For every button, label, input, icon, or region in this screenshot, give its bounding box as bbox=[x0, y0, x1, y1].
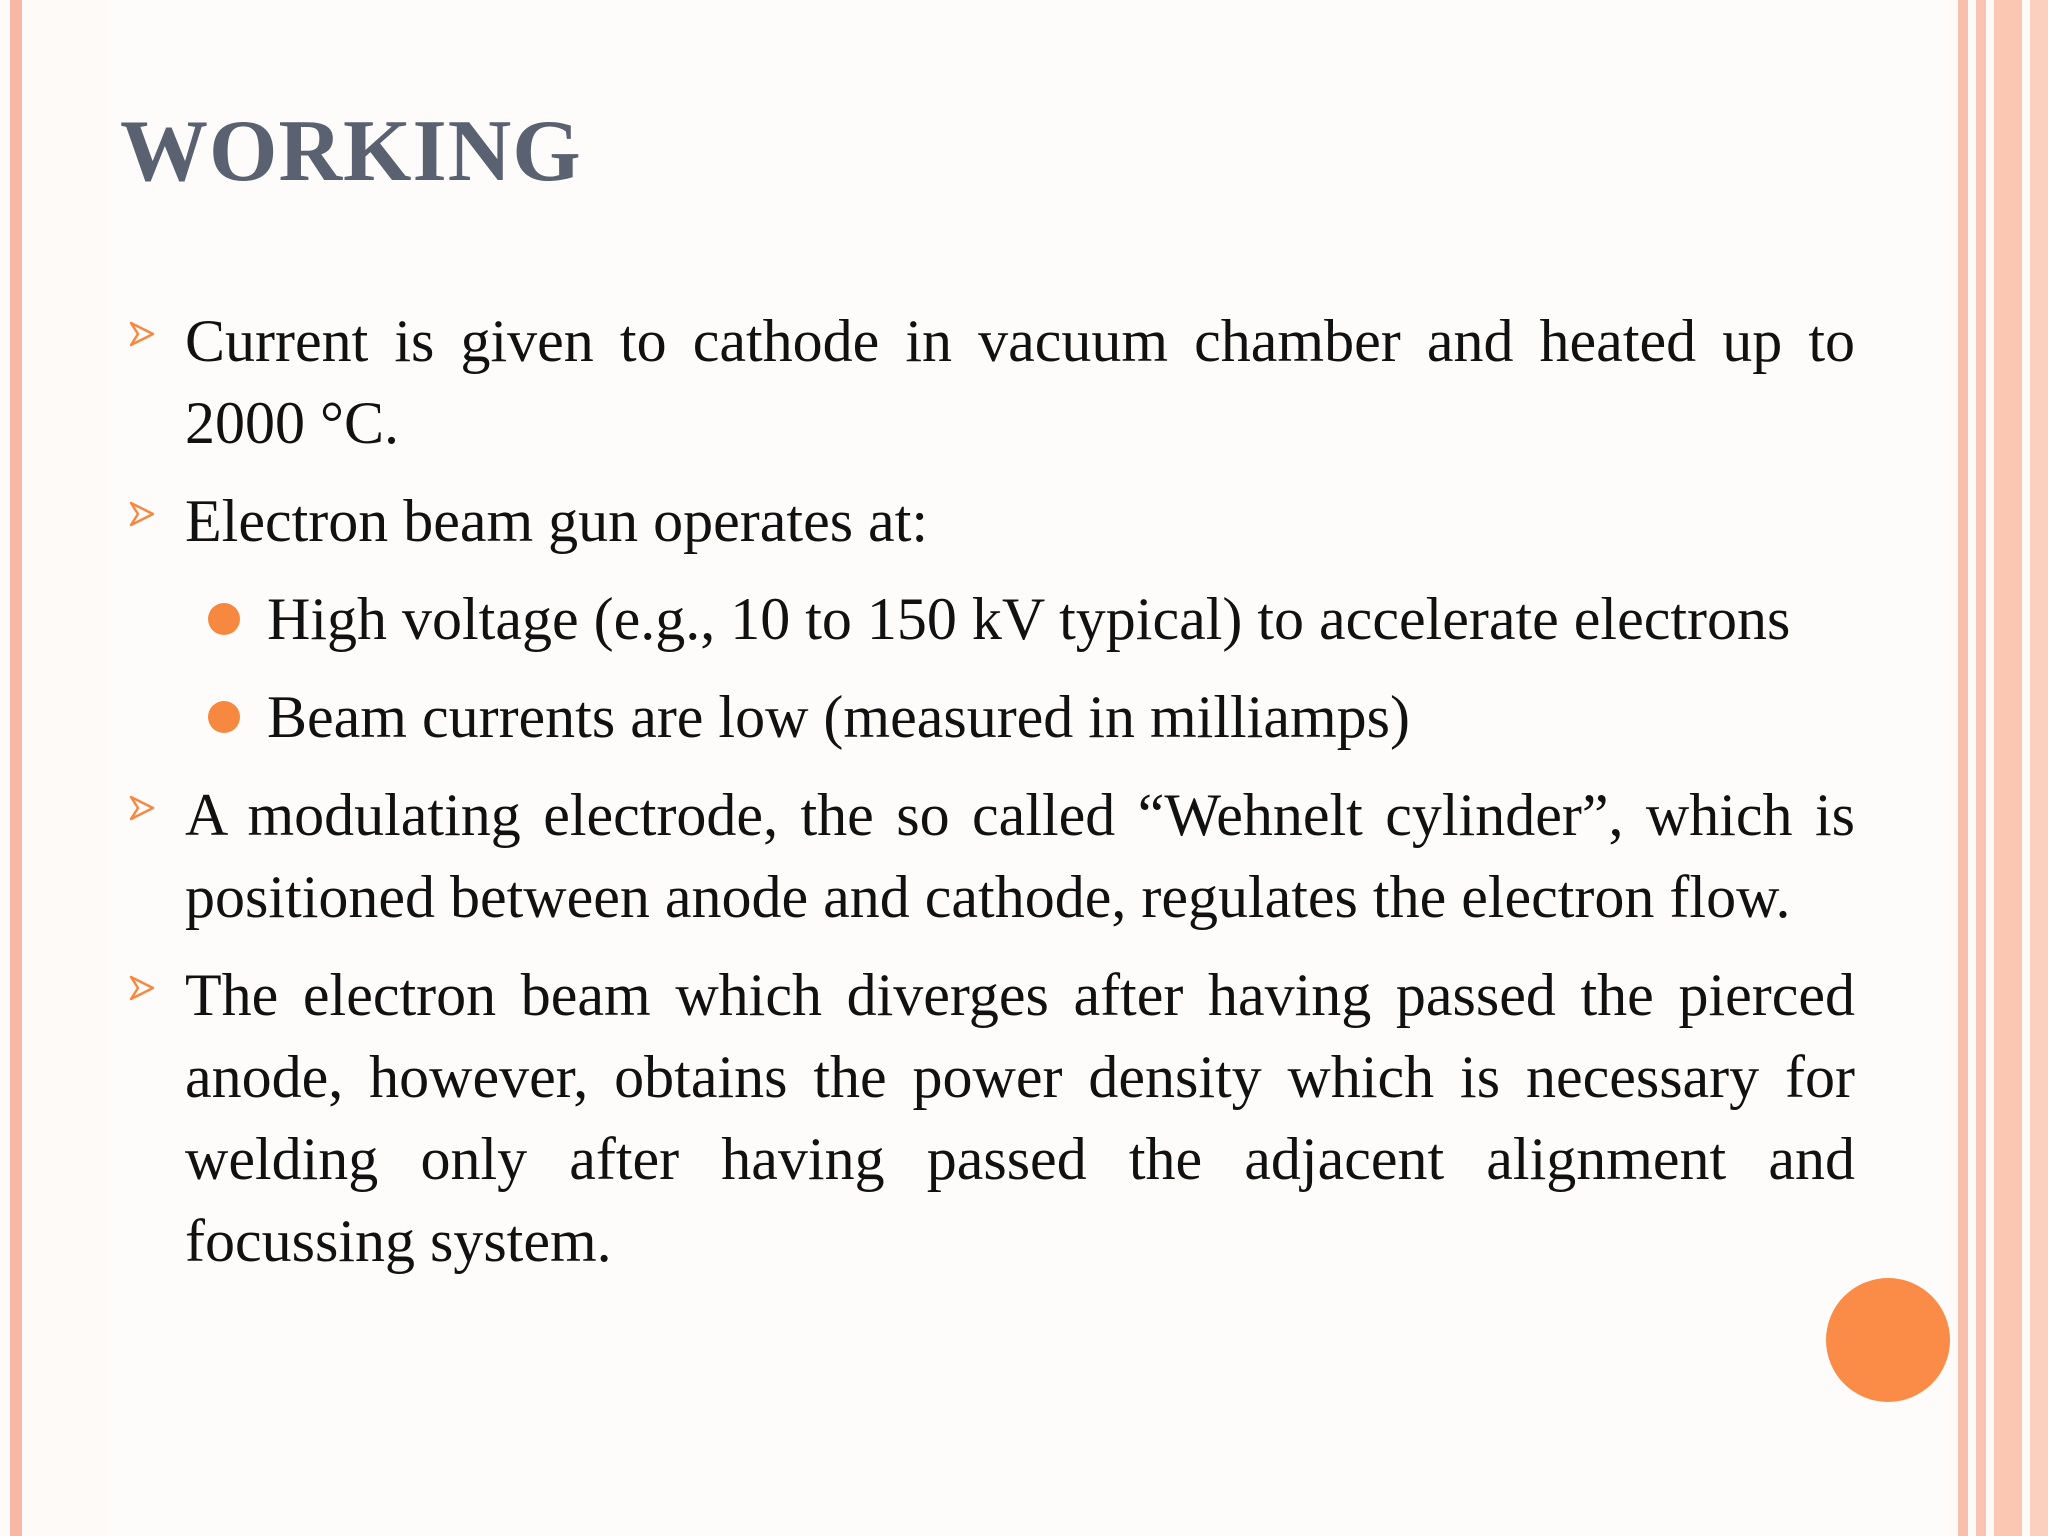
slide-title: WORKING bbox=[120, 103, 582, 200]
bullet-item bbox=[120, 480, 1855, 562]
bullet-text: A modulating electrode, the so called “Wehnelt cylinder”, which is positioned between anode and cathode, regulates the electron flow. bbox=[185, 782, 1855, 930]
bullet-text: Electron beam gun operates at: bbox=[185, 488, 929, 554]
arrowhead-icon bbox=[128, 500, 156, 528]
orange-dot-icon bbox=[208, 603, 240, 635]
sub-bullet-item bbox=[120, 676, 1855, 758]
arrowhead-icon bbox=[128, 974, 156, 1002]
sub-bullet-item bbox=[120, 578, 1855, 660]
right-border-stripe-2 bbox=[1976, 0, 1986, 1536]
bullet-item bbox=[120, 774, 1855, 938]
bullet-text: Current is given to cathode in vacuum chamber and heated up to 2000 °C. bbox=[185, 308, 1855, 456]
left-border-stripe bbox=[10, 0, 22, 1536]
right-border-stripe-3 bbox=[1994, 0, 2022, 1536]
arrowhead-icon bbox=[128, 320, 156, 348]
bullet-item bbox=[120, 954, 1855, 1282]
orange-dot-icon bbox=[208, 701, 240, 733]
slide-body bbox=[120, 300, 1855, 1298]
bullet-text: The electron beam which diverges after having passed the pierced anode, however, obtains the power density which is necessary for welding only after having passed the adjacent alignment and focussing system. bbox=[185, 962, 1855, 1274]
sub-bullet-text: Beam currents are low (measured in milliamps) bbox=[267, 684, 1410, 750]
decorative-orange-circle bbox=[1826, 1278, 1950, 1402]
arrowhead-icon bbox=[128, 794, 156, 822]
sub-bullet-text: High voltage (e.g., 10 to 150 kV typical) to accelerate electrons bbox=[267, 586, 1791, 652]
right-border-stripe-4 bbox=[2030, 0, 2048, 1536]
bullet-item bbox=[120, 300, 1855, 464]
right-border-stripe-1 bbox=[1958, 0, 1968, 1536]
